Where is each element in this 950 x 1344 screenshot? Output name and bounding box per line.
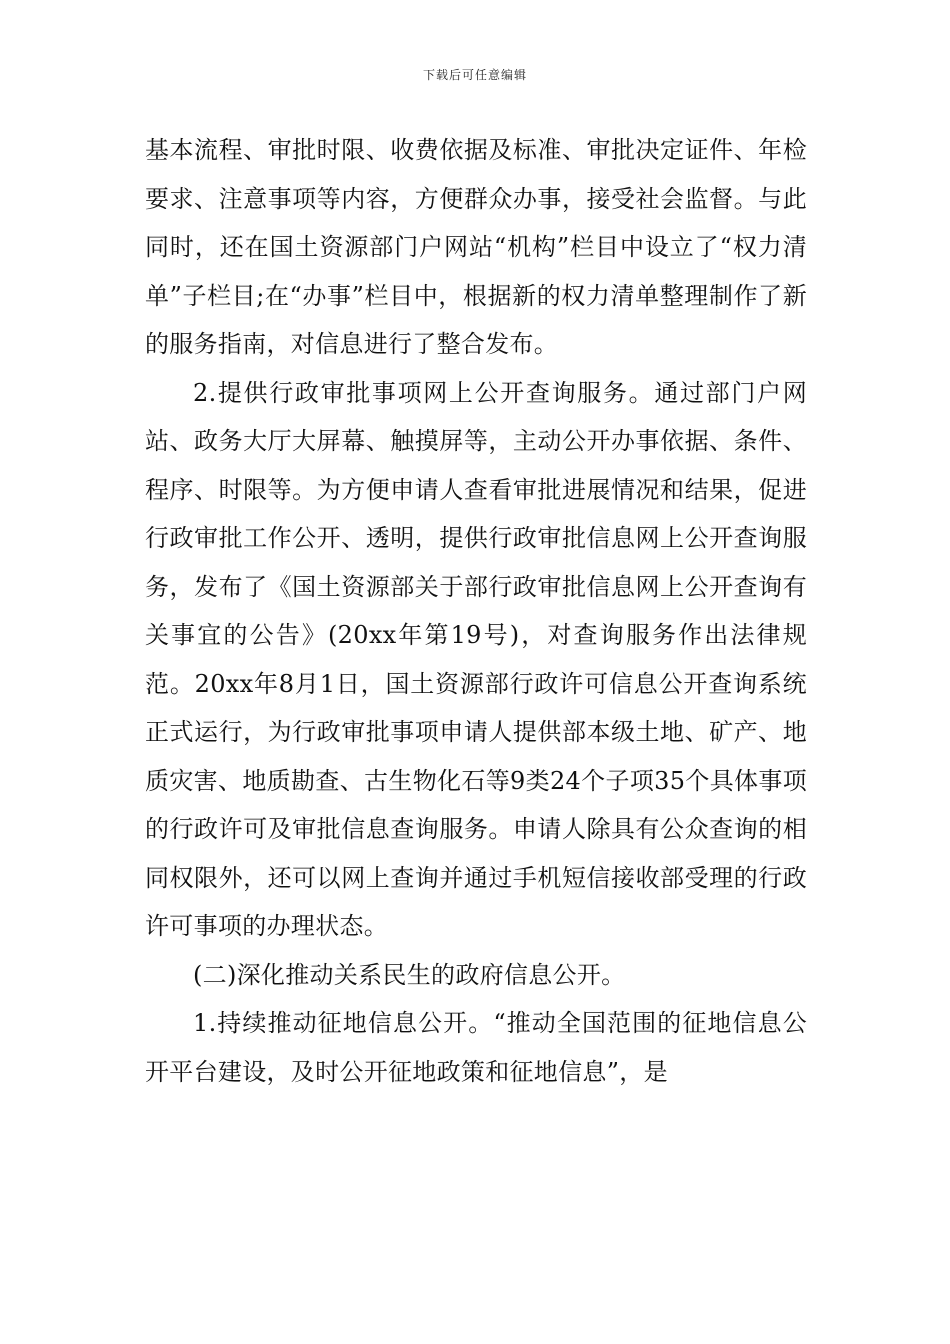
paragraph-4: 1.持续推动征地信息公开。“推动全国范围的征地信息公开平台建设，及时公开征地政策和征地信息”，是 [145, 1009, 807, 1086]
paragraph-3: (二)深化推动关系民生的政府信息公开。 [193, 960, 626, 989]
header-note: 下载后可任意编辑 [422, 68, 527, 82]
document-body [145, 126, 807, 1096]
paragraph-1: 基本流程、审批时限、收费依据及标准、审批决定证件、年检要求、注意事项等内容，方便群众办事，接受社会监督。与此同时，还在国土资源部门户网站“机构”栏目中设立了“权力清单”子栏目;在“办事”栏目中，根据新的权力清单整理制作了新的服务指南，对信息进行了整合发布。 [145, 136, 807, 358]
paragraph-2: 2.提供行政审批事项网上公开查询服务。通过部门户网站、政务大厅大屏幕、触摸屏等，主动公开办事依据、条件、程序、时限等。为方便申请人查看审批进展情况和结果，促进行政审批工作公开、透明，提供行政审批信息网上公开查询服务，发布了《国土资源部关于部行政审批信息网上公开查询有关事宜的公告》(20xx年第19号)，对查询服务作出法律规范。20xx年8月1日，国土资源部行政许可信息公开查询系统正式运行，为行政审批事项申请人提供部本级土地、矿产、地质灾害、地质勘查、古生物化石等9类24个子项35个具体事项的行政许可及审批信息查询服务。申请人除具有公众查询的相同权限外，还可以网上查询并通过手机短信接收部受理的行政许可事项的办理状态。 [145, 378, 807, 940]
